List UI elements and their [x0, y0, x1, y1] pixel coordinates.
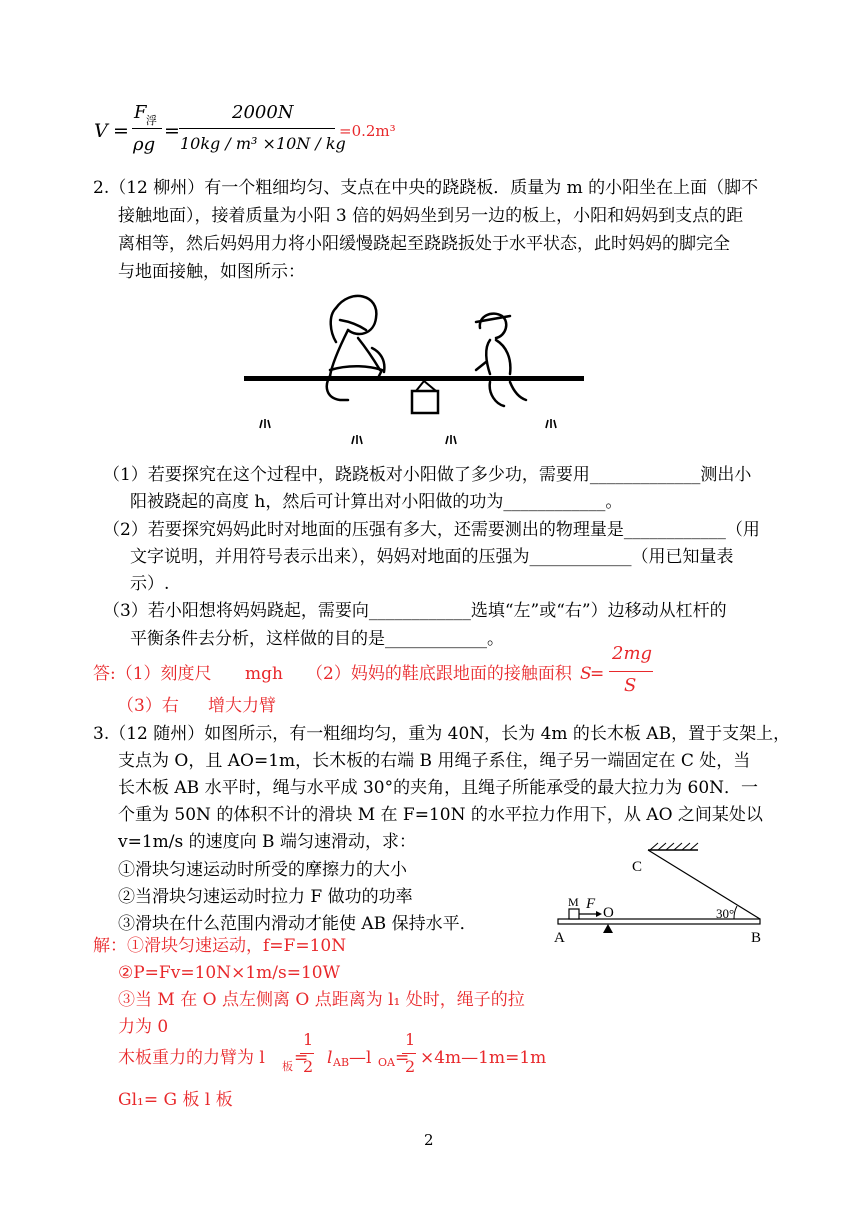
seesaw-illustration: [240, 286, 590, 456]
answer-a2-text: （2）妈妈的鞋底跟地面的接触面积: [306, 664, 572, 684]
q2-sub-2b: 文字说明，并用符号表示出来），妈妈对地面的压强为____________（用已知量表: [130, 547, 734, 567]
sol4-frac-bar: [300, 1053, 314, 1054]
sol4-frac2-bar: [402, 1053, 416, 1054]
page-number: 2: [424, 1131, 434, 1149]
solution-1: 解：①滑块匀速运动，f=F=10N: [93, 936, 347, 956]
label-c: C: [632, 859, 643, 875]
q2-sub-1a: （1）若要探究在这个过程中，跷跷板对小阳做了多少功，需要用_____________测出小: [103, 465, 752, 485]
solution-3a: ③当 M 在 O 点左侧离 O 点距离为 l₁ 处时，绳子的拉: [118, 990, 525, 1010]
q2-sub-3b: 平衡条件去分析，这样做的目的是____________。: [130, 629, 504, 649]
q2-sub-2a: （2）若要探究妈妈此时对地面的压强有多大，还需要测出的物理量是____________（用: [103, 520, 760, 540]
solution-2: ②P=Fv=10N×1m/s=10W: [118, 963, 341, 983]
q3-item-2: ②当滑块匀速运动时拉力 F 做功的功率: [118, 887, 413, 907]
lever-diagram: [548, 840, 774, 952]
solution-3b: 力为 0: [118, 1017, 169, 1037]
fraction-bar-2: [179, 128, 335, 129]
fraction-bar-1: [132, 128, 162, 129]
solution-5: Gl₁= G 板 l 板: [118, 1090, 233, 1110]
q3-line-5: v=1m/s 的速度向 B 端匀速滑动，求：: [118, 832, 416, 852]
q2-sub-3a: （3）若小阳想将妈妈跷起，需要向____________选填“左”或“右”）边移动从杠杆的: [103, 601, 727, 621]
sol4-frac2-den: 2: [405, 1057, 416, 1076]
formula-num1-sub: 浮: [146, 114, 157, 127]
q3-line-1: 3.（12 随州）如图所示，有一粗细均匀，重为 40N，长为 4m 的长木板 AB，置于支架上，: [93, 724, 791, 744]
formula-den1: ρg: [133, 134, 156, 155]
sol4-frac-den: 2: [303, 1057, 314, 1076]
q2-line-1: 2.（12 柳州）有一个粗细均匀、支点在中央的跷跷板．质量为 m 的小阳坐在上面（脚不: [93, 178, 759, 198]
answer-a2-num: 2mg: [612, 643, 653, 664]
sol4-sub1: AB: [333, 1056, 350, 1069]
formula-result: =0.2m³: [339, 122, 396, 140]
answer-a2-var: S: [580, 664, 592, 684]
q2-line-2: 接触地面），接着质量为小阳 3 倍的妈妈坐到另一边的板上，小阳和妈妈到支点的距: [118, 206, 744, 226]
sol4-eq2: =: [395, 1048, 410, 1068]
q2-sub-2c: 示）.: [130, 574, 170, 594]
q3-line-4: 个重为 50N 的体积不计的滑块 M 在 F=10N 的水平拉力作用下，从 AO 之间某处以: [118, 805, 763, 825]
q3-line-2: 支点为 O，且 AO=1m，长木板的右端 B 用绳子系住，绳子另一端固定在 C 处，当: [118, 751, 751, 771]
answer-a2-den: S: [624, 675, 637, 696]
sol4-dash: —l: [349, 1048, 372, 1068]
q2-sub-1b: 阳被跷起的高度 h，然后可计算出对小阳做的功为____________。: [130, 492, 623, 512]
label-b: B: [751, 930, 762, 946]
sol4-tail: ×4m—1m=1m: [420, 1048, 547, 1068]
q3-line-3: 长木板 AB 水平时，绳与水平成 30°的夹角，且绳子所能承受的最大拉力为 60N．一: [118, 778, 759, 798]
sol4-sub: 板: [282, 1060, 293, 1073]
label-f: F: [586, 896, 596, 912]
label-angle: 30°: [716, 906, 735, 921]
formula-eq1: =: [113, 120, 129, 142]
answer-a3-label: （3）右: [117, 696, 179, 716]
sol4-eq: =: [294, 1048, 309, 1068]
label-a: A: [554, 930, 565, 946]
answer-fraction-bar: [609, 671, 653, 672]
q2-line-4: 与地面接触，如图所示：: [118, 262, 305, 282]
formula-den2: 10kg / m³ ×10N / kg: [180, 134, 346, 153]
sol4-frac2-num: 1: [405, 1030, 416, 1049]
q3-item-3: ③滑块在什么范围内滑动才能使 AB 保持水平．: [118, 914, 477, 934]
answer-prefix: 答:（1）刻度尺: [93, 664, 212, 684]
sol4-frac-num: 1: [303, 1030, 314, 1049]
sol4-sub2: OA: [378, 1056, 395, 1069]
label-o: O: [603, 905, 614, 921]
answer-a1: mgh: [245, 664, 283, 684]
formula-num1: F: [134, 102, 147, 123]
answer-a3-text: 增大力臂: [208, 696, 276, 716]
q3-item-1: ①滑块匀速运动时所受的摩擦力的大小: [118, 860, 407, 880]
sol4-prefix: 木板重力的力臂为 l: [118, 1048, 265, 1068]
formula-num2: 2000N: [232, 102, 294, 123]
sol4-mid: l: [327, 1048, 333, 1068]
q2-line-3: 离相等，然后妈妈用力将小阳缓慢跷起至跷跷扳处于水平状态，此时妈妈的脚完全: [118, 234, 730, 254]
label-m: M: [568, 895, 579, 909]
answer-a2-eq: =: [590, 664, 605, 684]
formula-lhs: V: [94, 120, 108, 142]
